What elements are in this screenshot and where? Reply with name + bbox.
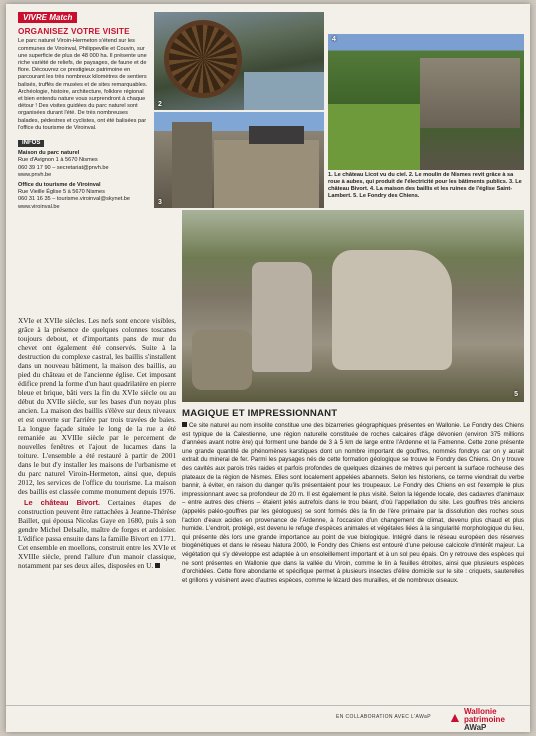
infos-label: INFOS	[18, 140, 44, 147]
section-start-mark	[182, 422, 187, 427]
photo-mill-wheel	[154, 12, 324, 110]
info-tourism-office	[18, 182, 148, 211]
photo-number-3: 3	[158, 199, 162, 206]
info-tourism-office-contact: 060 31 16 35 – tourisme.viroinval@skynet.be	[18, 196, 131, 203]
photo-number-5: 5	[514, 391, 518, 398]
ruins-shape	[420, 58, 520, 128]
rock-pillar-shape	[252, 262, 312, 372]
rock-cliff-shape	[332, 250, 452, 370]
water-wheel-shape	[164, 20, 242, 98]
water-shape	[244, 72, 324, 110]
end-mark	[155, 563, 160, 568]
rooster-icon: ▲	[448, 709, 462, 725]
magazine-page	[6, 4, 530, 732]
info-park-house-name: Maison du parc naturel	[18, 150, 80, 157]
photo-fondry-des-chiens	[182, 210, 524, 402]
visit-heading: ORGANISEZ VOTRE VISITE	[18, 27, 130, 37]
photo-number-2: 2	[158, 101, 162, 108]
article-right-column	[182, 408, 524, 708]
info-park-house-address: Rue d'Avignon 1 à 5670 Nismes	[18, 157, 98, 164]
magazine-brand: VIVRE Match	[18, 12, 77, 23]
rock-boulder-shape	[192, 330, 252, 390]
field-shape	[328, 104, 420, 170]
visit-info-column	[18, 12, 148, 312]
info-park-house-web: www.pnvh.be	[18, 171, 52, 178]
section-body	[182, 422, 524, 585]
info-park-house	[18, 150, 148, 179]
info-tourism-office-name: Office du tourisme de Viroinval	[18, 182, 101, 189]
wallonie-patrimoine-logo	[448, 707, 526, 731]
info-tourism-office-address: Rue Vieille Église 5 à 5670 Nismes	[18, 189, 105, 196]
bivort-lead: Le château Bivort.	[24, 498, 100, 507]
section-heading: MAGIQUE ET IMPRESSIONNANT	[182, 408, 338, 419]
info-tourism-office-web: www.viroinval.be	[18, 203, 60, 210]
article-left-column	[18, 316, 176, 706]
logo-line-3: AWaP	[464, 723, 487, 732]
castle-wing-shape	[214, 140, 319, 208]
page-footer	[6, 705, 530, 732]
bivort-text: Certaines étapes de construction peuvent être rattachées à Jeanne-Thérèse Baillet, qui épousa Nicolas Gaye en 1680, puis à son gendre Michel Delsalle, maître de forges et ardoisier. L'édifice passa ensuite dans la famille Bivort en 1771. Cet ensemble en moellons, construit entre les XVIe et XVIIIe siècle, prend l'allure d'un manoir classique, notamment par ses deux ailes, disposées en U.	[18, 498, 176, 570]
logo-line-2: patrimoine	[464, 715, 505, 724]
photo-castle-bivort	[154, 112, 324, 208]
article-paragraph-bailiffs: XVIe et XVIIe siècles. Les nefs sont encore visibles, grâce à la présence de quelques colonnes toscanes toujours debout, et d'importants pans de mur du chevet ont également été conservés. Suite à la destruction du complexe castral, les baillis s'installent dans un nouveau bâtiment, la maison des baillis, au pied du château et de l'ancienne église. Cet imposant édifice prend la forme d'un haut quadrilatère en pierre bleue et brique, bâti vers la fin du XVIe siècle ou au début du XVIIe siècle, sur les bases d'un noyau plus ancien. La maison des baillis s'élève sur deux niveaux et est ouverte sur l'arrière par trois travées de baies. La longue façade située le long de la rue a été remaniée au XVIIIe siècle par le percement de nouvelles fenêtres et l'ajout de lucarnes dans la toiture. L'ensemble a été restauré à partir de 2001 dans le but d'y installer les maisons de l'urbanisme et du parc naturel Viroin-Hermeton, ainsi que, depuis 2012, les services de l'office du tourisme. La maison des baillis est classée comme monument depuis 1976.	[18, 316, 176, 496]
photo-number-4: 4	[332, 36, 336, 43]
info-park-house-contact: 060 39 17 90 – secretariat@pnvh.be	[18, 164, 109, 171]
photo-bailiffs-house	[328, 34, 524, 170]
castle-roof-shape	[249, 126, 304, 144]
section-body-text: Ce site naturel au nom insolite constitue une des bizarreries géographiques présentes en Wallonie. Le Fondry des Chiens est typique de la Calestienne, une région naturelle constituée de roches calcaires d'âge dévonien (environ 375 millions d'années avant notre ère) qui forment une bande de 3 à 5 km de large entre l'Ardenne et la Famenne. Cette zone présente une grande quantité de phénomènes karstiques dont un nombre important de gouffres, nommés fondrys car on y aurait extrait du minerai de fer. Parmi les paysages nés de cette formation géologique se trouve le Fondry des Chiens. On y trouve des cavités aux parois très raides et parfois profondes de quelques dizaines de mètres qui percent la surface rocheuse des plateaux de la région de Nismes. Elles sont localement appelées abannets. Selon les historiens, ce terme viendrait du verbe bannir, à éviter, en raison du danger qu'ils présentaient pour les troupeaux. Le Fondry des Chiens en est l'exemple le plus impressionnant avec sa profondeur de 20 m. Il est également le plus visité. Selon la légende locale, des cadavres d'animaux – entre autres des chiens – étaient jetés autrefois dans le trou béant, d'où l'appellation du site. Les gouffres très anciens (appelés paléo-gouffres par les géologues) se sont formés dès la fin de l'ère primaire par la dissolution des roches sous l'action d'eaux acides en provenance de l'Ardenne, à l'occasion d'un changement de climat, devenu plus chaud et plus humide. L'endroit, protégé, est devenu le refuge d'espèces animales et végétales liées à la singularité morphologique du lieu, qui présente dès lors une grande importance au point de vue biologique. Intégré dans le réseau européen des réserves biogénétiques et dans le réseau Natura 2000, le Fondry des Chiens est entouré d'une pelouse calcicole d'intérêt majeur. La végétation qui s'y développe est adaptée à un ensoleillement important et à un sol peu épais. On y retrouve des espèces qui ne sont présentes en Wallonie que dans la vallée du Viroin, comme le lin à feuilles étroites, ainsi que plusieurs espèces d'orchidées. Cette flore abondante et spécifique permet à plusieurs insectes d'élire domicile sur le site : criquets, sauterelles et grillons y voisinent avec d'autres espèces, comme le lézard des murailles, et de nombreux oiseaux.	[182, 422, 524, 584]
visit-intro-text: Le parc naturel Viroin-Hermeton s'étend sur les communes de Viroinval, Philippeville et Couvin, sur une superficie de plus de 48 000 ha. Il présente une riche variété de reliefs, de paysages, de faune et de flore. Découvrez ce prestigieux patrimoine en parcourant les très nombreux kilomètres de sentiers balisés, truffés de musées et de sites remarquables. Archéologie, histoire, architecture, folklore régional et bien entendu nature vous surprendront à chaque détour ! Des visites guidées du parc naturel sont organisées durant l'été. De très nombreuses balades, pédestres et cyclistes, ont été balisées par l'office du tourisme de Viroinval.	[18, 38, 148, 131]
photo-captions: 1. Le château Licot vu du ciel. 2. Le moulin de Nismes revit grâce à sa roue à aubes, qui produit de l'électricité pour les bâtiments publics. 3. Le château Bivort. 4. La maison des baillis et les ruines de l'église Saint-Lambert. 5. Le Fondry des Chiens.	[328, 172, 522, 199]
article-paragraph-bivort	[18, 498, 176, 570]
collaboration-note: EN COLLABORATION AVEC L'AWaP	[336, 714, 431, 720]
logo-line-1: Wallonie	[464, 707, 497, 716]
castle-tower-shape	[172, 122, 212, 208]
